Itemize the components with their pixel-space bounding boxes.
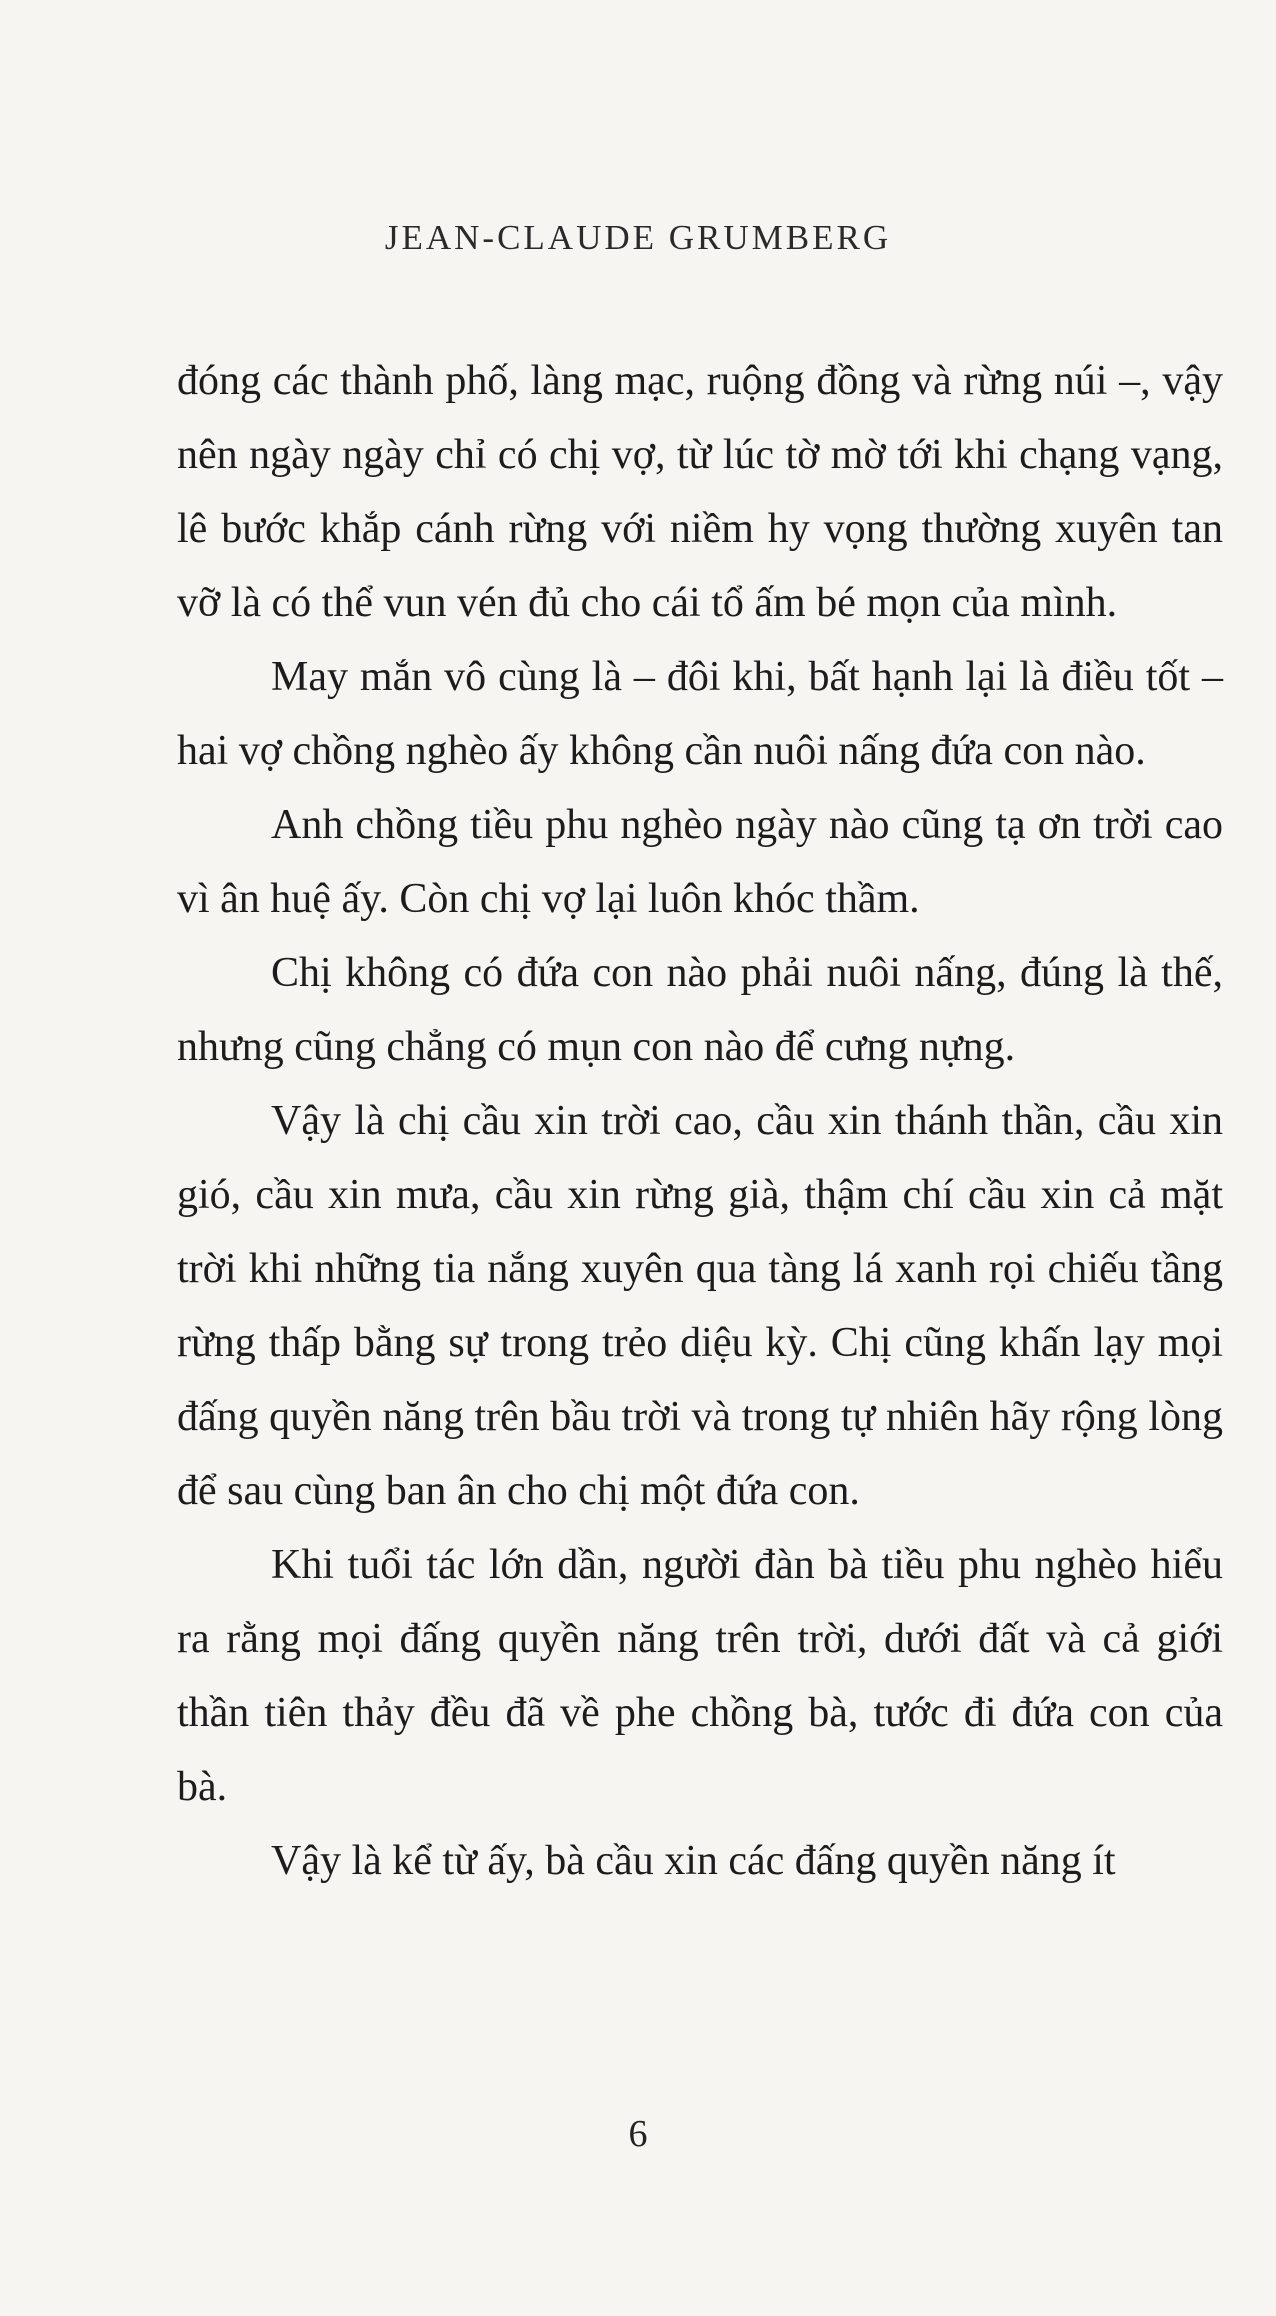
paragraph: Vậy là chị cầu xin trời cao, cầu xin thánh thần, cầu xin gió, cầu xin mưa, cầu xin rừng già, thậm chí cầu xin cả mặt trời khi những tia nắng xuyên qua tàng lá xanh rọi chiếu tầng rừng thấp bằng sự trong trẻo diệu kỳ. Chị cũng khấn lạy mọi đấng quyền năng trên bầu trời và trong tự nhiên hãy rộng lòng để sau cùng ban ân cho chị một đứa con.	[177, 1098, 1223, 1514]
paragraph-continued: đóng các thành phố, làng mạc, ruộng đồng và rừng núi –, vậy nên ngày ngày chỉ có chị vợ, từ lúc tờ mờ tới khi chạng vạng, lê bước khắp cánh rừng với niềm hy vọng thường xuyên tan vỡ là có thể vun vén đủ cho cái tổ ấm bé mọn của mình.	[177, 358, 1223, 626]
paragraph-last: Vậy là kể từ ấy, bà cầu xin các đấng quyền năng ít	[271, 1838, 1116, 1884]
page-number: 6	[628, 2113, 648, 2155]
paragraph: Chị không có đứa con nào phải nuôi nấng, đúng là thế, nhưng cũng chẳng có mụn con nào để cưng nựng.	[177, 950, 1223, 1070]
running-header: JEAN-CLAUDE GRUMBERG	[384, 218, 892, 257]
page-body	[177, 344, 1223, 1898]
paragraph: Anh chồng tiều phu nghèo ngày nào cũng tạ ơn trời cao vì ân huệ ấy. Còn chị vợ lại luôn khóc thầm.	[177, 802, 1223, 922]
paragraph: Khi tuổi tác lớn dần, người đàn bà tiều phu nghèo hiểu ra rằng mọi đấng quyền năng trên trời, dưới đất và cả giới thần tiên thảy đều đã về phe chồng bà, tước đi đứa con của bà.	[177, 1542, 1223, 1810]
paragraph: May mắn vô cùng là – đôi khi, bất hạnh lại là điều tốt – hai vợ chồng nghèo ấy không cần nuôi nấng đứa con nào.	[177, 654, 1223, 774]
